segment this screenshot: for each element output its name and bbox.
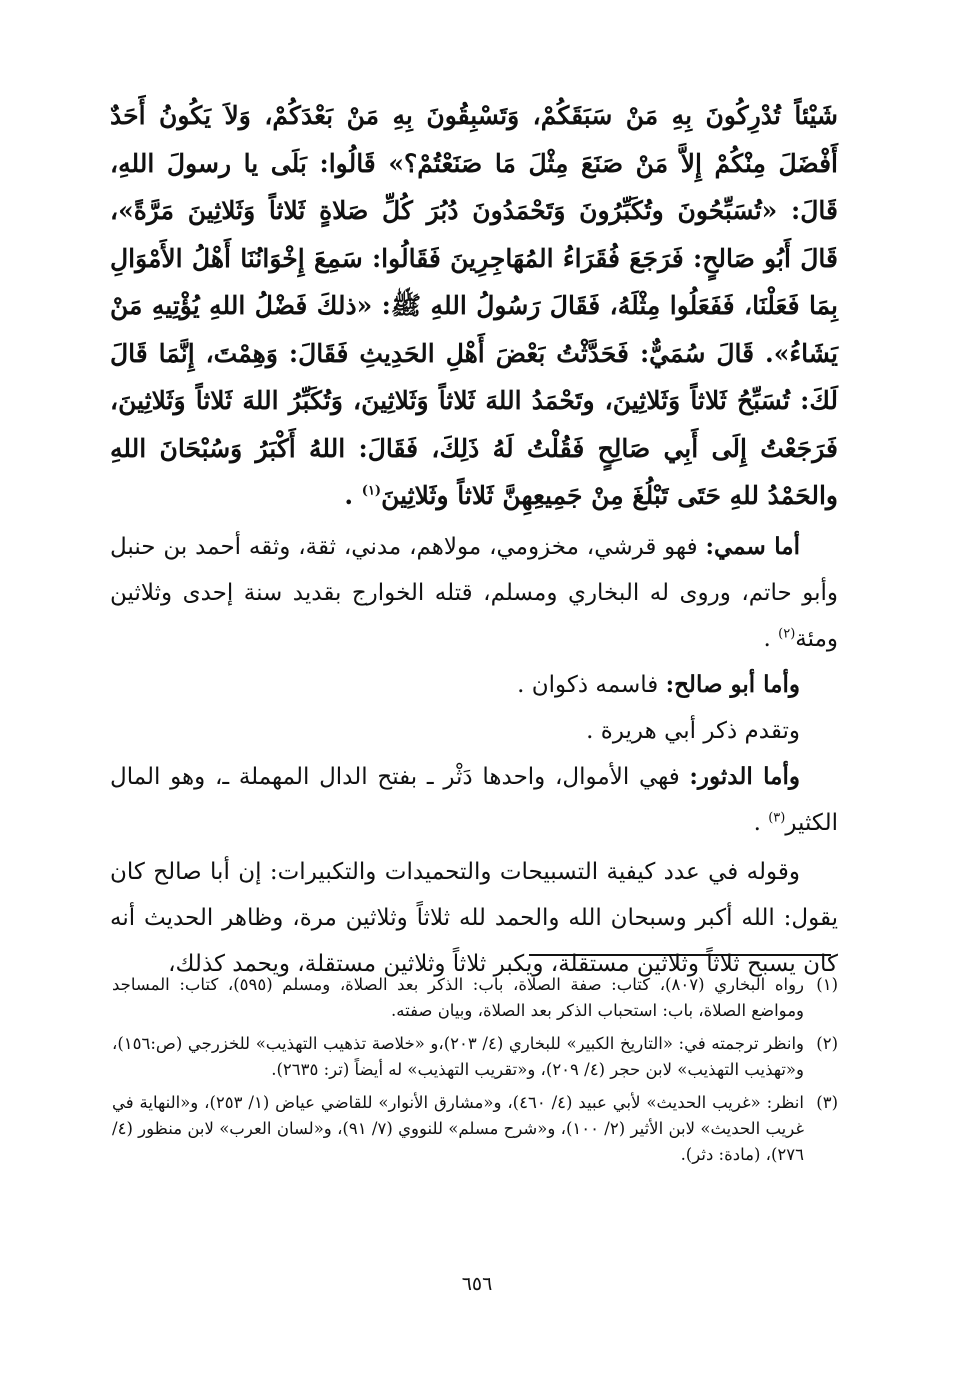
explanation-paragraph <box>110 849 838 987</box>
abu-salih-paragraph <box>110 662 838 708</box>
sumayy-text: فهو قرشي، مخزومي، مولاهم، مدني، ثقة، وثقه أحمد بن حنبل وأبو حاتم، وروى له البخاري ومسلم، قتله الخوارج بقديد سنة إحدى وثلاثين ومئة <box>110 533 838 652</box>
footnote-text: رواه البخاري (٨٠٧)، كتاب: صفة الصلاة، باب: الذكر بعد الصلاة، ومسلم (٥٩٥)، كتاب: المساجد ومواضع الصلاة، باب: استحباب الذكر بعد الصلاة، وبيان صفته. <box>112 975 805 1020</box>
hadith-end: . <box>344 481 362 510</box>
hadith-text: شَيْئاً تُدْرِكُونَ بِهِ مَنْ سَبَقَكُمْ، وَتَسْبِقُونَ بِهِ مَنْ بَعْدَكُمْ، وَلاَ يَكُونُ أَحَدٌ أَفْضَلَ مِنْكُمْ إِلاَّ مَنْ صَنَعَ مِثْلَ مَا صَنَعْتُمْ؟» قَالُوا: بَلَى يا رسولَ اللهِ، قَالَ: «تُسَبِّحُونَ وتُكَبِّرُونَ وَتَحْمَدُونَ دُبُرَ كُلِّ صَلاةٍ ثَلاثاً وَثَلاثِينَ مَرَّةً»، قَالَ أَبُو صَالحٍ: فَرَجَعَ فُقَرَاءُ المُهَاجِرِينَ فَقَالُوا: سَمِعَ إِخْوَانُنَا أَهْلُ الأَمْوَالِ بِمَا فَعَلْنَا، فَفَعَلُوا مِثْلَهُ، فَقَالَ رَسُولُ اللهِ ﷺ: «ذلكَ فَضْلُ اللهِ يُؤْتِيهِ مَنْ يَشَاءُ». قَالَ سُمَيٌّ: فَحَدَّثْتُ بَعْضَ أَهْلِ الحَدِيثِ فَقَالَ: وَهِمْتَ، إِنَّمَا قَالَ لَكَ: تُسَبِّحُ ثَلاثاً وَثَلاثِينَ، وتَحْمَدُ اللهَ ثَلاثاً وَثَلاثِينَ، وَتُكَبِّرُ اللهَ ثَلاثاً وَثَلاثِينَ، فَرَجَعْتُ إِلَى أَبِي صَالِحٍ فَقُلْتُ لَهُ ذَلِكَ، فَقَالَ: اللهُ أَكْبَرُ وَسُبْحَانَ اللهِ والحَمْدُ للهِ حَتَى تَبْلُغَ مِنْ جَمِيعِهِنَّ ثَلاثاً وثَلاثِينَ <box>110 101 838 510</box>
footnote-number: (٣) <box>816 1093 838 1112</box>
duthur-end: . <box>753 809 769 836</box>
footnote-2 <box>112 1031 838 1083</box>
abu-hurayra-text: وتقدم ذكر أبي هريرة . <box>586 717 800 744</box>
duthur-lead: وأما الدثور: <box>689 762 801 790</box>
sumayy-paragraph <box>110 524 838 662</box>
footnote-ref-2[interactable]: (٢) <box>778 625 796 641</box>
footnote-ref-1[interactable]: (١) <box>361 483 382 499</box>
footnote-separator <box>529 954 831 956</box>
page-number: ٦٥٦ <box>461 1273 493 1295</box>
footnote-text: انظر: «غريب الحديث» لأبي عبيد (٤/ ٤٦٠)، و«مشارق الأنوار» للقاضي عياض (١/ ٢٥٣)، و«النهاية في غريب الحديث» لابن الأثير (٢/ ١٠٠)، و«شرح مسلم» للنووي (٧/ ٩١)، و«لسان العرب» لابن منظور (٤/ ٢٧٦)، (مادة: دثر). <box>112 1093 804 1164</box>
footnote-1 <box>112 972 838 1024</box>
footnotes <box>112 972 838 1175</box>
abu-hurayra-paragraph <box>110 708 838 754</box>
abu-salih-text: فاسمه ذكوان . <box>517 671 666 698</box>
explanation-text: وقوله في عدد كيفية التسبيحات والتحميدات والتكبيرات: إن أبا صالح كان يقول: الله أكبر وسبحان الله والحمد لله ثلاثاً وثلاثين مرة، وظاهر الحديث أنه كان يسبح ثلاثاً وثلاثين مستقلة، ويكبر ثلاثاً وثلاثين مستقلة، ويحمد كذلك، <box>110 858 838 977</box>
duthur-text: فهي الأموال، واحدها دَثْر ـ بفتح الدال المهملة ـ، وهو المال الكثير <box>110 763 838 836</box>
hadith-paragraph <box>110 92 838 520</box>
duthur-paragraph <box>110 754 838 846</box>
footnote-number: (١) <box>816 975 838 994</box>
footnote-number: (٢) <box>816 1034 838 1053</box>
abu-salih-lead: وأما أبو صالح: <box>665 670 800 698</box>
sumayy-lead: أما سمي: <box>705 532 800 560</box>
footnote-text: وانظر ترجمته في: «التاريخ الكبير» للبخاري (٤/ ٢٠٣)،و «خلاصة تذهيب التهذيب» للخزرجي (ص:١٥٦)، و«تهذيب التهذيب» لابن حجر (٤/ ٢٠٩)، و«تقريب التهذيب» له أيضاً (تر: ٢٦٣٥). <box>112 1034 805 1079</box>
footnote-3 <box>112 1090 838 1168</box>
sumayy-end: . <box>763 625 779 652</box>
main-text <box>110 92 838 987</box>
footnote-ref-3[interactable]: (٣) <box>768 809 786 825</box>
